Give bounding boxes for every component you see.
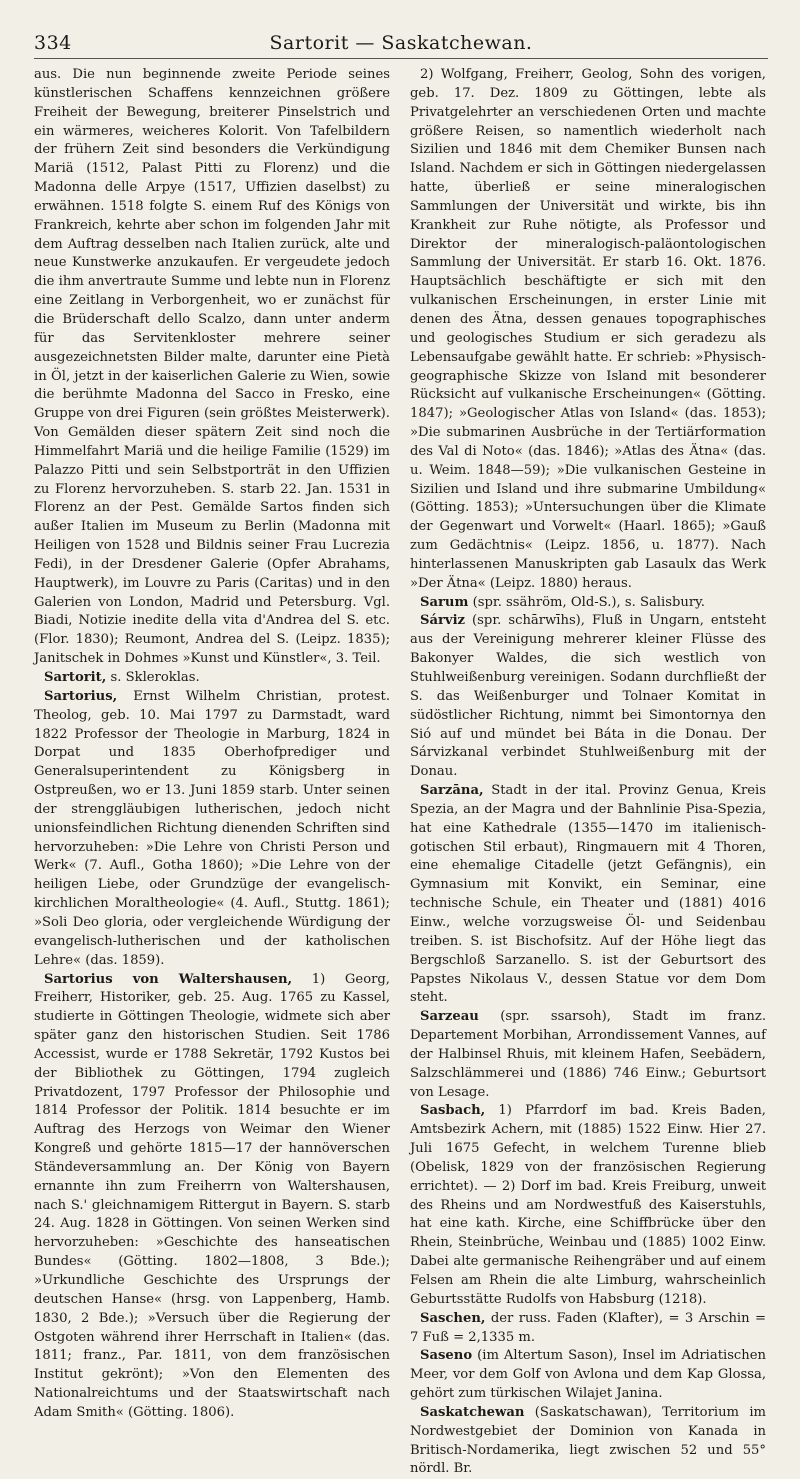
entry-headword: Sárviz xyxy=(420,613,466,629)
entry-sarviz xyxy=(410,612,766,782)
entry-sasbach xyxy=(410,1102,766,1309)
entry-text: (spr. ssarsoh), Stadt im franz. Departement Morbihan, Arrondissement Vannes, auf der Halbinsel Rhuis, mit kleinem Hafen, Seebädern, Salzschlämmerei und (1886) 746 Einw.; Geburtsort von Lesage. xyxy=(410,1009,766,1100)
entry-text: Stadt in der ital. Provinz Genua, Kreis Spezia, an der Magra und der Bahnlinie Pisa-Spezia, hat eine Kathedrale (1355—1470 im italienisch-gotischen Stil erbaut), Ringmauern mit 4 Thoren, eine ehemalige Citadelle (jetzt Gefängnis), ein Gymnasium mit Konvikt, ein Seminar, eine technische Schule, ein Theater und (1881) 4016 Einw., welche vorzugsweise Öl- und Seidenbau treiben. S. ist Bischofsitz. Auf der Höhe liegt das Bergschloß Sarzanello. S. ist der Geburtsort des Papstes Nikolaus V., dessen Statue vor dem Dom steht. xyxy=(410,783,766,1006)
entry-headword: Sasbach, xyxy=(420,1103,486,1119)
entry-sarzana xyxy=(410,782,766,1008)
entry-text: (spr. schārwīhs), Fluß in Ungarn, entsteht aus der Vereinigung mehrerer kleiner Flüsse des Bakonyer Waldes, die sich westlich von Stuhlweißenburg vereinigen. Sodann durchfließt der S. das Weißenburger und Tolnaer Komitat in südöstlicher Richtung, nimmt bei Simontornya den Sió auf und mündet bei Báta in die Donau. Der Sárvizkanal verbindet Stuhlweißenburg mit der Donau. xyxy=(410,613,766,780)
entry-headword: Saseno xyxy=(420,1348,473,1364)
entry-headword: Saschen, xyxy=(420,1310,486,1326)
entry-sarzeau xyxy=(410,1008,766,1102)
entry-headword: Sartorius, xyxy=(44,688,118,704)
entry-saskatchewan xyxy=(410,1404,766,1479)
entry-headword: Sarzāna, xyxy=(420,783,484,799)
entry-headword: Sarzeau xyxy=(420,1009,479,1025)
entry-text: 2) Wolfgang, Freiherr, Geolog, Sohn des vorigen, geb. 17. Dez. 1809 zu Göttingen, lebte als Privatgelehrter an verschiedenen Orten und machte größere Reisen, so namentlich wiederholt nach Sizilien und 1846 mit dem Chemiker Bunsen nach Island. Nachdem er sich in Göttingen niedergelassen hatte, überließ er seine mineralogischen Sammlungen der Universität und wirkte, bis ihn Krankheit zur Ruhe nötigte, als Professor und Direktor der mineralogisch-paläontologischen Sammlung der Universität. Er starb 16. Okt. 1876. Hauptsächlich beschäftigte er sich mit den vulkanischen Erscheinungen, in erster Linie mit denen des Ätna, dessen genaues topographisches und geologisches Studium er sich geradezu als Lebensaufgabe gewählt hatte. Er schrieb: »Physisch-geographische Skizze von Island mit besonderer Rücksicht auf vulkanische Erscheinungen« (Götting. 1847); »Geologischer Atlas von Island« (das. 1853); »Die submarinen Ausbrüche in der Tertiärformation des Val di Noto« (das. 1846); »Atlas des Ätna« (das. u. Weim. 1848—59); »Die vulkanischen Gesteine in Sizilien und Island und ihre submarine Umbildung« (Götting. 1853); »Untersuchungen über die Klimate der Gegenwart und Vorwelt« (Haarl. 1865); »Gauß zum Gedächtnis« (Leipz. 1856, u. 1877). Nach hinterlassenen Manuskripten gab Lasaulx das Werk »Der Ätna« (Leipz. 1880) heraus. xyxy=(410,67,766,591)
entry-text: s. Skleroklas. xyxy=(110,670,200,685)
entry-sartorius-von-waltershausen xyxy=(34,971,390,1423)
entry-text: 1) Pfarrdorf im bad. Kreis Baden, Amtsbezirk Achern, mit (1885) 1522 Einw. Hier 27. Juli 1675 Gefecht, in welchem Turenne blieb (Obelisk, 1829 von der französischen Regierung errichtet). — 2) Dorf im bad. Kreis Freiburg, unweit des Rheins und am Nordwestfuß des Kaiserstuhls, hat eine kath. Kirche, eine Schiffbrücke über den Rhein, Steinbrüche, Weinbau und (1885) 1002 Einw. Dabei alte germanische Reihengräber und auf einem Felsen am Rhein die alte Limburg, wahrscheinlich Geburtsstätte Rudolfs von Habsburg (1218). xyxy=(410,1103,766,1307)
entry-sarum xyxy=(410,594,766,613)
running-head: Sartorit — Saskatchewan. xyxy=(269,32,533,54)
entry-text: 1) Georg, Freiherr, Historiker, geb. 25. Aug. 1765 zu Kassel, studierte in Göttingen Theologie, widmete sich aber später ganz den historischen Studien. Seit 1786 Accessist, wurde er 1788 Sekretär, 1792 Kustos bei der Bibliothek zu Göttingen, 1794 zugleich Privatdozent, 1797 Professor der Philosophie und 1814 Professor der Politik. 1814 besuchte er im Auftrag des Herzogs von Weimar den Wiener Kongreß und gehörte 1815—17 der hannöverschen Ständeversammlung an. Der König von Bayern ernannte ihn zum Freiherrn von Waltershausen, nach S.' gleichnamigem Rittergut in Bayern. S. starb 24. Aug. 1828 in Göttingen. Von seinen Werken sind hervorzuheben: »Geschichte des hanseatischen Bundes« (Götting. 1802—1808, 3 Bde.); »Urkundliche Geschichte des Ursprungs der deutschen Hanse« (hrsg. von Lappenberg, Hamb. 1830, 2 Bde.); »Versuch über die Regierung der Ostgoten während ihrer Herrschaft in Italien« (das. 1811; franz., Par. 1811, von dem französischen Institut gekrönt); »Von den Elementen des Nationalreichtums und der Staatswirtschaft nach Adam Smith« (Götting. 1806). xyxy=(34,971,390,1420)
right-column xyxy=(410,66,766,1477)
left-column xyxy=(34,66,390,1420)
entry-text: der russ. Faden (Klafter), = 3 Arschin = 7 Fuß = 2,1335 m. xyxy=(410,1310,766,1345)
entry-sartorit xyxy=(34,669,390,688)
entry-text: (im Altertum Sason), Insel im Adriatischen Meer, vor dem Golf von Avlona und dem Kap Glossa, gehört zum türkischen Wilajet Janina. xyxy=(410,1348,766,1402)
entry-text: (spr. ssähröm, Old-S.), s. Salisbury. xyxy=(472,594,705,610)
entry-saschen xyxy=(410,1310,766,1348)
entry-headword: Sarum xyxy=(420,594,469,610)
entry-text: (Saskatschawan), Territorium im Nordwestgebiet der Dominion von Kanada in Britisch-Nordamerika, liegt zwischen 52 und 55° nördl. Br. xyxy=(410,1404,766,1477)
entry-continuation xyxy=(34,66,390,669)
entry-continuation xyxy=(410,66,766,594)
entry-text: Ernst Wilhelm Christian, protest. Theolog, geb. 10. Mai 1797 zu Darmstadt, ward 1822 Professor der Theologie in Marburg, 1824 in Dorpat und 1835 Oberhofprediger und Generalsuperintendent zu Königsberg in Ostpreußen, wo er 13. Juni 1859 starb. Unter seinen der strenggläubigen lutherischen, jedoch nicht unionsfeindlichen Richtung dienenden Schriften sind hervorzuheben: »Die Lehre von Christi Person und Werk« (7. Aufl., Gotha 1860); »Die Lehre von der heiligen Liebe, oder Grundzüge der evangelisch-kirchlichen Moraltheologie« (4. Aufl., Stuttg. 1861); »Soli Deo gloria, oder vergleichende Würdigung der evangelisch-lutherischen und der katholischen Lehre« (das. 1859). xyxy=(34,688,390,968)
entry-headword: Saskatchewan xyxy=(420,1404,525,1420)
entry-saseno xyxy=(410,1347,766,1404)
page-number: 334 xyxy=(34,32,72,54)
page-header xyxy=(34,30,768,59)
entry-text: aus. Die nun beginnende zweite Periode seines künstlerischen Schaffens kennzeichnen größere Freiheit der Bewegung, breiterer Pinselstrich und ein wärmeres, weicheres Kolorit. Von Tafelbildern der frühern Zeit sind besonders die Verkündigung Mariä (1512, Palast Pitti zu Florenz) und die Madonna delle Arpye (1517, Uffizien daselbst) zu erwähnen. 1518 folgte S. einem Ruf des Königs von Frankreich, kehrte aber schon im folgenden Jahr mit dem Auftrag desselben nach Italien zurück, alte und neue Kunstwerke anzukaufen. Er vergeudete jedoch die ihm anvertraute Summe und lebte nun in Florenz eine Zeitlang in Verborgenheit, wo er zunächst für die Brüderschaft dello Scalzo, dann unter anderm für das Servitenkloster mehrere seiner ausgezeichnetsten Bilder malte, darunter eine Pietà in Öl, jetzt in der kaiserlichen Galerie zu Wien, sowie die berühmte Madonna del Sacco in Fresko, eine Gruppe von drei Figuren (sein größtes Meisterwerk). Von Gemälden dieser spätern Zeit sind noch die Himmelfahrt Mariä und die heilige Familie (1529) im Palazzo Pitti und sein Selbstporträt in den Uffizien zu Florenz hervorzuheben. S. starb 22. Jan. 1531 in Florenz an der Pest. Gemälde Sartos finden sich außer Italien im Museum zu Berlin (Madonna mit Heiligen von 1528 und Bildnis seiner Frau Lucrezia Fedi), in der Dresdener Galerie (Opfer Abrahams, Hauptwerk), im Louvre zu Paris (Caritas) und in den Galerien von London, Madrid und Petersburg. Vgl. Biadi, Notizie inedite della vita d'Andrea del S. etc. (Flor. 1830); Reumont, Andrea del S. (Leipz. 1835); Janitschek in Dohmes »Kunst und Künstler«, 3. Teil. xyxy=(34,67,390,667)
entry-headword: Sartorit, xyxy=(44,670,107,685)
entry-sartorius xyxy=(34,688,390,971)
entry-headword: Sartorius von Waltershausen, xyxy=(44,971,293,987)
